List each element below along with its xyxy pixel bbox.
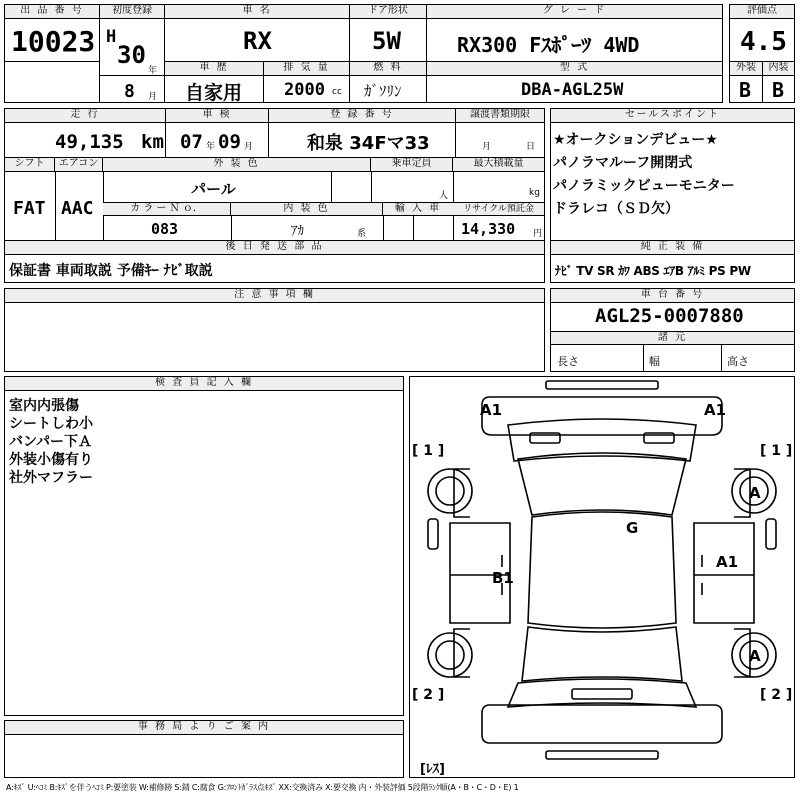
notes-label: 注 意 事 項 欄	[5, 289, 544, 303]
insp-year-unit: 年	[206, 142, 216, 152]
load-unit: kg	[529, 188, 540, 198]
history-box	[164, 61, 264, 103]
int-color: ｱｶ	[291, 224, 304, 239]
transfer-day-unit: 日	[526, 142, 536, 152]
ext-color: パール	[191, 180, 236, 198]
equipment-value: ﾅﾋﾞ TV SR ｶﾜ ABS ｴｱB ｱﾙﾐ PS PW	[555, 264, 751, 278]
lot-label: 出 品 番 号	[5, 5, 99, 19]
registration-label: 登 録 番 号	[269, 109, 455, 123]
grade-box	[426, 4, 723, 62]
inspector-label: 検 査 員 記 入 欄	[5, 377, 403, 391]
ac: AAC	[61, 198, 94, 219]
color-no: 083	[151, 220, 179, 238]
transfer-label: 譲渡書類期限	[456, 109, 544, 123]
sales-point: ★オークションデビュー★	[553, 132, 718, 148]
sales-point: パノラミックビューモニター	[553, 178, 735, 194]
legend: A:ｷｽﾞ U:ﾍｺﾐ B:ｷｽﾞを伴うﾍｺﾐ P:要塗装 W:補修跡 S:錆 C:腐食 G:ﾌﾛﾝﾄｶﾞﾗｽ点ｷｽﾞ XX:交換済み X:要交換 内・外装評価 5段階ﾗﾝｸ順(A・B・C・D・E) 1	[6, 783, 519, 792]
inspection-box	[165, 108, 269, 158]
length-label: 長さ	[557, 355, 579, 368]
reg-month: 8	[124, 81, 135, 102]
registration-box	[268, 108, 456, 158]
int-color-unit: 系	[357, 229, 367, 239]
damage-mark: A	[749, 647, 761, 665]
inspector-line: バンパー下Ａ	[9, 434, 93, 450]
damage-mark: A1	[716, 553, 739, 571]
bracket-label: [ 1 ]	[760, 443, 793, 459]
parts-value: 保証書 車両取説 予備ｷｰ ﾅﾋﾞ取説	[9, 263, 213, 279]
load-label: 最大積載量	[453, 158, 544, 172]
year-unit: 年	[148, 66, 158, 76]
history: 自家用	[185, 82, 243, 104]
score-label: 評価点	[730, 5, 794, 19]
equipment-label: 純 正 装 備	[551, 241, 794, 255]
mileage-box	[4, 108, 166, 158]
damage-mark: A1	[480, 401, 503, 419]
history-label: 車 歴	[165, 62, 263, 76]
door: 5W	[372, 27, 401, 55]
transfer-month-unit: 月	[482, 142, 492, 152]
model-box	[426, 61, 723, 103]
int-rating-box	[762, 61, 795, 103]
inspector-line: 社外マフラー	[9, 470, 93, 486]
recycle-label: リサイクル預託金	[453, 202, 544, 216]
damage-mark: B1	[492, 569, 514, 587]
shift-label: シフト	[5, 158, 55, 172]
import-label: 輸 入 車	[383, 202, 453, 216]
ac-label: エアコン	[55, 158, 103, 172]
score-box	[729, 4, 795, 62]
lot-number: 10023	[11, 25, 96, 58]
inspector-box	[4, 376, 404, 716]
bracket-label: [ 1 ]	[412, 443, 445, 459]
int-color-label: 内 装 色	[231, 202, 383, 216]
model-label: 型 式	[427, 62, 722, 76]
bracket-label: [ 2 ]	[412, 687, 445, 703]
sales-point: パノラマルーフ開閉式	[553, 155, 693, 171]
era: H	[106, 27, 117, 47]
ext-rating: B	[739, 78, 752, 102]
insp-month: 09	[218, 131, 241, 153]
sales-points-label: セールスポイント	[551, 109, 794, 123]
ext-color-label: 外 装 色	[103, 158, 371, 172]
car-name-box	[164, 4, 350, 62]
first-reg-label: 初度登録	[100, 5, 164, 19]
bracket-label: [ 2 ]	[760, 687, 793, 703]
bracket-label: [ﾚｽ]	[420, 762, 445, 777]
color-no-label: カ ラ ー Ｎ ｏ．	[103, 202, 231, 216]
fuel-box	[349, 61, 427, 103]
notes-box	[4, 288, 545, 372]
capacity-label: 乗車定員	[371, 158, 453, 172]
parts-box	[4, 240, 545, 283]
damage-mark: A1	[704, 401, 727, 419]
parts-label: 後 日 発 送 部 品	[5, 241, 544, 255]
displacement-label: 排 気 量	[264, 62, 349, 76]
displacement-unit: cc	[332, 87, 342, 97]
displacement: 2000	[284, 80, 325, 100]
grade: RX300 Fｽﾎﾟｰﾂ 4WD	[457, 33, 640, 57]
transfer-box	[455, 108, 545, 158]
ext-rating-label: 外装	[730, 62, 762, 76]
lot-blank	[4, 61, 100, 103]
damage-mark: A	[749, 484, 761, 502]
detail-box	[4, 157, 545, 241]
width-label: 幅	[649, 355, 660, 368]
registration: 和泉 34Fマ33	[307, 133, 430, 154]
chassis-number: AGL25-0007880	[595, 305, 744, 327]
car-diagram	[410, 377, 794, 777]
car-name-label: 車 名	[165, 5, 349, 19]
insp-month-unit: 月	[244, 142, 254, 152]
int-rating-label: 内装	[763, 62, 794, 76]
lot-box	[4, 4, 100, 62]
capacity-unit: 人	[439, 191, 449, 201]
insp-year: 07	[180, 131, 203, 153]
car-diagram-box	[409, 376, 795, 778]
inspector-line: シートしわ小	[9, 416, 93, 432]
mileage-unit: km	[141, 131, 164, 153]
chassis-label: 車 台 番 号	[551, 289, 794, 303]
door-label: ドア形状	[350, 5, 426, 19]
fuel: ｶﾞｿﾘﾝ	[364, 82, 402, 100]
model: DBA-AGL25W	[521, 80, 624, 100]
equipment-box	[550, 240, 795, 283]
inspector-line: 外装小傷有り	[9, 452, 93, 468]
door-box	[349, 4, 427, 62]
grade-label: グ レ ー ド	[427, 5, 722, 19]
office-label: 事 務 局 よ り ご 案 内	[5, 721, 403, 735]
sales-points-box	[550, 108, 795, 241]
height-label: 高さ	[727, 355, 749, 368]
inspector-line: 室内内張傷	[9, 398, 79, 414]
shift: FAT	[13, 198, 46, 219]
displacement-box	[263, 61, 350, 103]
sales-point: ドラレコ（ＳＤ欠）	[553, 201, 679, 217]
chassis-box	[550, 288, 795, 372]
recycle: 14,330	[461, 220, 516, 238]
mileage-label: 走 行	[5, 109, 165, 123]
dims-label: 諸 元	[551, 331, 794, 345]
first-reg-box	[99, 4, 165, 103]
reg-year: 30	[117, 41, 146, 69]
inspection-label: 車 検	[166, 109, 268, 123]
office-box	[4, 720, 404, 778]
ext-rating-box	[729, 61, 763, 103]
fuel-label: 燃 料	[350, 62, 426, 76]
car-name: RX	[243, 27, 272, 55]
damage-mark: G	[626, 519, 639, 537]
int-rating: B	[772, 78, 785, 102]
month-unit: 月	[148, 92, 158, 102]
score: 4.5	[740, 27, 787, 57]
recycle-unit: 円	[533, 229, 543, 239]
mileage: 49,135	[55, 131, 124, 153]
